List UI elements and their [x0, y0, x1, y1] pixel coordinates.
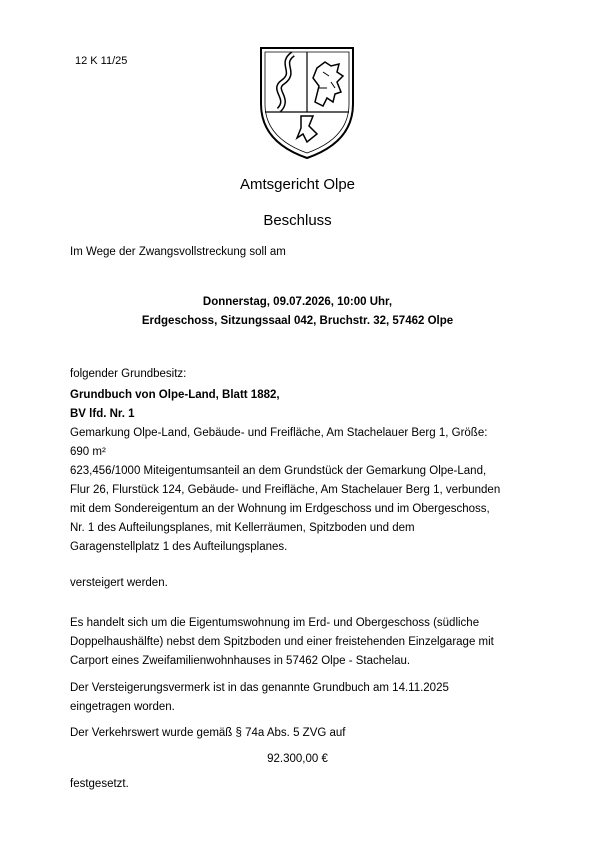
register-note-block — [70, 679, 530, 717]
file-number: 12 K 11/25 — [75, 55, 128, 67]
land-register-line: mit dem Sondereigentum an der Wohnung im Erdgeschoss und im Obergeschoss, — [70, 503, 490, 515]
land-register-block — [70, 386, 530, 557]
land-register-item: BV lfd. Nr. 1 — [70, 408, 135, 420]
land-register-line: 690 m² — [70, 446, 106, 458]
register-note-line: eingetragen worden. — [70, 701, 175, 713]
land-register-line: 623,456/1000 Miteigentumsanteil an dem Grundstück der Gemarkung Olpe-Land, — [70, 465, 487, 477]
auction-phrase: versteigert werden. — [70, 577, 168, 589]
register-note-line: Der Versteigerungsvermerk ist in das genannte Grundbuch am 14.11.2025 — [70, 682, 449, 694]
document-title: Beschluss — [263, 212, 332, 229]
value-intro: Der Verkehrswert wurde gemäß § 74a Abs. 5 ZVG auf — [70, 727, 346, 739]
land-register-line: Nr. 1 des Aufteilungsplanes, mit Kellerräumen, Spitzboden und dem — [70, 522, 415, 534]
market-value: 92.300,00 € — [267, 753, 328, 765]
coat-of-arms-icon — [257, 42, 357, 162]
court-name: Amtsgericht Olpe — [239, 176, 356, 193]
land-register-line: Garagenstellplatz 1 des Aufteilungsplanes. — [70, 541, 288, 553]
appointment-location: Erdgeschoss, Sitzungssaal 042, Bruchstr. 32, 57462 Olpe — [141, 315, 454, 327]
land-register-heading: Grundbuch von Olpe-Land, Blatt 1882, — [70, 389, 280, 401]
description-line: Es handelt sich um die Eigentumswohnung im Erd- und Obergeschoss (südliche — [70, 617, 480, 629]
closing-text: festgesetzt. — [70, 778, 129, 790]
description-line: Doppelhaushälfte) nebst dem Spitzboden und einer freistehenden Einzelgarage mit — [70, 636, 494, 648]
land-register-line: Flur 26, Flurstück 124, Gebäude- und Freifläche, Am Stachelauer Berg 1, verbunden — [70, 484, 501, 496]
appointment-date: Donnerstag, 09.07.2026, 10:00 Uhr, — [202, 296, 393, 308]
land-register-line: Gemarkung Olpe-Land, Gebäude- und Freifläche, Am Stachelauer Berg 1, Größe: — [70, 427, 488, 439]
intro-text: Im Wege der Zwangsvollstreckung soll am — [70, 246, 286, 258]
property-intro: folgender Grundbesitz: — [70, 368, 187, 380]
description-line: Carport eines Zweifamilienwohnhauses in 57462 Olpe - Stachelau. — [70, 655, 411, 667]
description-block — [70, 614, 530, 671]
